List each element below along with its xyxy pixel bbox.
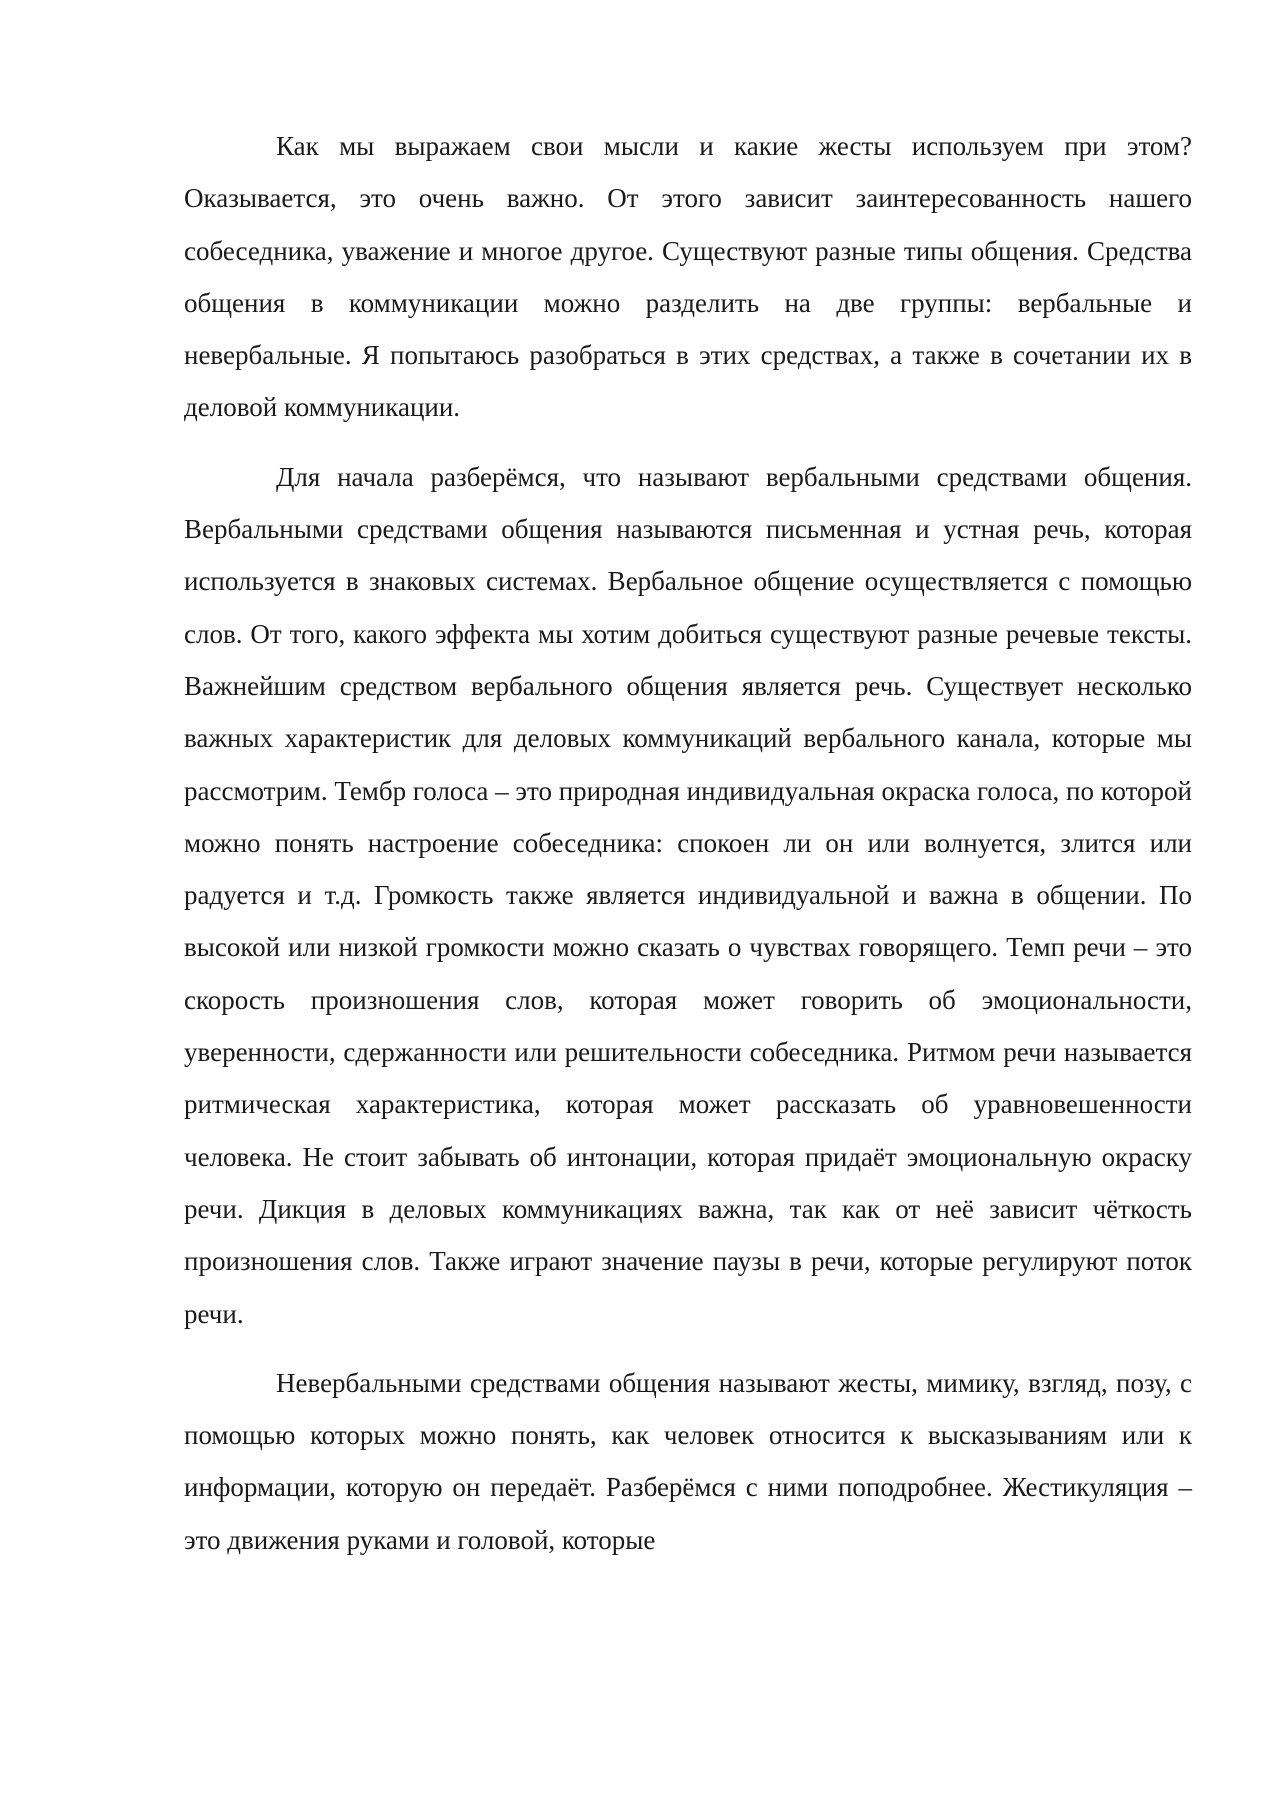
paragraph-verbal: Для начала разберёмся, что называют вербальными средствами общения. Вербальными средствами общения называются письменная и устная речь, которая используется в знаковых системах. Вербальное общение осуществляется с помощью слов. От того, какого эффекта мы хотим добиться существуют разные речевые тексты. Важнейшим средством вербального общения является речь. Существует несколько важных характеристик для деловых коммуникаций вербального канала, которые мы рассмотрим. Тембр голоса – это природная индивидуальная окраска голоса, по которой можно понять настроение собеседника: спокоен ли он или волнуется, злится или радуется и т.д. Громкость также является индивидуальной и важна в общении. По высокой или низкой громкости можно сказать о чувствах говорящего. Темп речи – это скорость произношения слов, которая может говорить об эмоциональности, уверенности, сдержанности или решительности собеседника. Ритмом речи называется ритмическая характеристика, которая может рассказать об уравновешенности человека. Не стоит забывать об интонации, которая придаёт эмоциональную окраску речи. Дикция в деловых коммуникациях важна, так как от неё зависит чёткость произношения слов. Также играют значение паузы в речи, которые регулируют поток речи. bbox=[184, 461, 1192, 1329]
paragraph-nonverbal: Невербальными средствами общения называют жесты, мимику, взгляд, позу, с помощью которых можно понять, как человек относится к высказываниям или к информации, которую он передаёт. Разберёмся с ними поподробнее. Жестикуляция – это движения руками и головой, которые bbox=[184, 1367, 1192, 1555]
document-body bbox=[184, 120, 1192, 1566]
paragraph-intro: Как мы выражаем свои мысли и какие жесты используем при этом? Оказывается, это очень важно. От этого зависит заинтересованность нашего собеседника, уважение и многое другое. Существуют разные типы общения. Средства общения в коммуникации можно разделить на две группы: вербальные и невербальные. Я попытаюсь разобраться в этих средствах, а также в сочетании их в деловой коммуникации. bbox=[184, 131, 1192, 423]
